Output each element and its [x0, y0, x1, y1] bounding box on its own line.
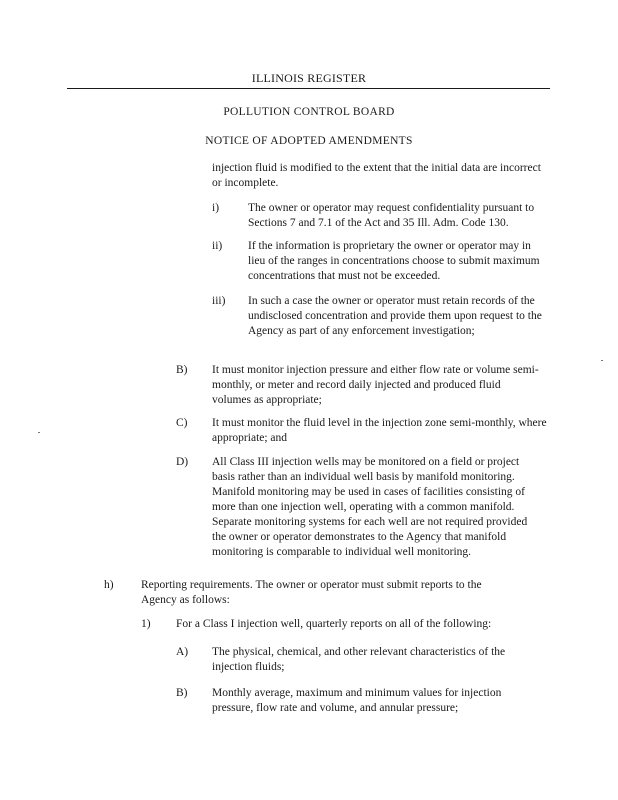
letter-item-label: C) [176, 417, 188, 429]
roman-item-label: i) [212, 202, 220, 214]
roman-item-text: In such a case the owner or operator must retain records of the undisclosed concentration and provide them upon request to the Agency as part of any enforcement investigation; [248, 295, 542, 337]
roman-item-label: ii) [212, 240, 223, 252]
scan-speck [38, 432, 40, 433]
section-text: Reporting requirements. The owner or operator must submit reports to the Agency as follows: [141, 579, 482, 606]
section-label: h) [104, 579, 114, 591]
notice-title: NOTICE OF ADOPTED AMENDMENTS [205, 135, 413, 147]
continuation-paragraph: injection fluid is modified to the extent that the initial data are incorrect or incomplete. [212, 162, 541, 189]
sub-item-text: Monthly average, maximum and minimum values for injection pressure, flow rate and volume, and annular pressure; [212, 687, 502, 714]
roman-item-text: If the information is proprietary the owner or operator may in lieu of the ranges in concentrations choose to submit maximum concentrations that must not be exceeded. [248, 240, 540, 282]
register-title: ILLINOIS REGISTER [251, 71, 367, 85]
sub-item-label: B) [176, 687, 188, 699]
sub-item-label: A) [176, 646, 189, 658]
numbered-item-label: 1) [141, 618, 151, 630]
roman-item-label: iii) [212, 295, 226, 307]
numbered-item-text: For a Class I injection well, quarterly reports on all of the following: [176, 618, 492, 630]
scan-speck [601, 360, 603, 361]
letter-item-label: D) [176, 456, 189, 468]
letter-item-label: B) [176, 364, 188, 376]
header-rule [67, 88, 550, 89]
letter-item-text: All Class III injection wells may be monitored on a field or project basis rather than an individual well basis by manifold monitoring. Manifold monitoring may be used in cases of facilities consisting of more than one injection well, operating with a common manifold. Separate monitoring systems for each well are not required provided the owner or operator demonstrates to the Agency that manifold monitoring is comparable to individual well monitoring. [212, 456, 528, 558]
letter-item-text: It must monitor injection pressure and either flow rate or volume semi-monthly, or meter and record daily injected and produced fluid volumes as appropriate; [212, 364, 539, 406]
roman-item-text: The owner or operator may request confidentiality pursuant to Sections 7 and 7.1 of the Act and 35 Ill. Adm. Code 130. [248, 202, 535, 229]
board-name: POLLUTION CONTROL BOARD [223, 106, 395, 118]
letter-item-text: It must monitor the fluid level in the injection zone semi-monthly, where appropriate; and [212, 417, 547, 444]
sub-item-text: The physical, chemical, and other relevant characteristics of the injection fluids; [212, 646, 506, 673]
